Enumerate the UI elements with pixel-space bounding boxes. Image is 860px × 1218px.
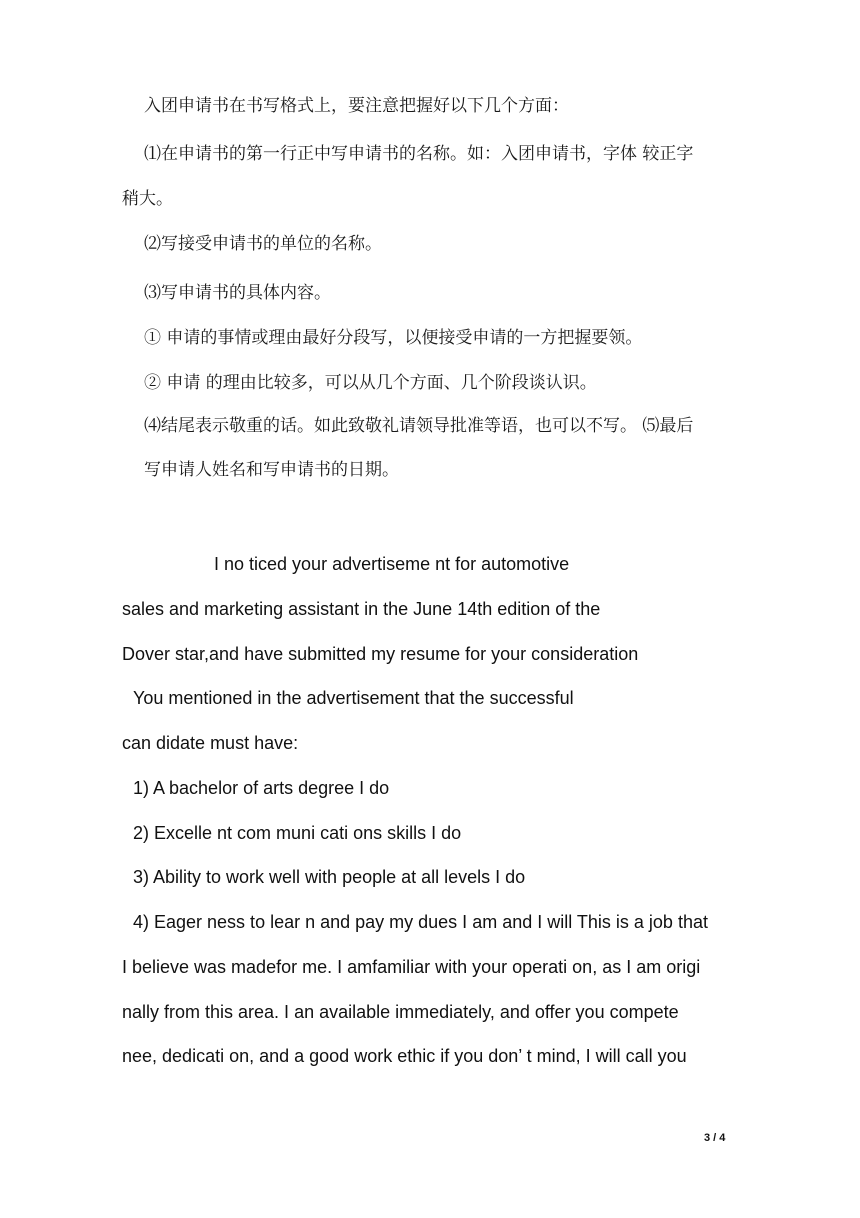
cn-item-2: ⑵写接受申请书的单位的名称。 bbox=[144, 234, 382, 254]
cn-item-1-line-1: ⑴在申请书的第一行正中写申请书的名称。如：入团申请书，字体 较正字 bbox=[144, 144, 694, 164]
en-line-8: nee, dedicati on, and a good work ethic if you don’ t mind, I will call you bbox=[122, 1046, 687, 1066]
en-line-6: I believe was madefor me. I amfamiliar with your operati on, as I am origi bbox=[122, 957, 701, 977]
en-requirement-2: 2) Excelle nt com muni cati ons skills I do bbox=[133, 823, 462, 843]
en-requirement-3: 3) Ability to work well with people at all levels I do bbox=[133, 867, 526, 887]
cn-item-3: ⑶写申请书的具体内容。 bbox=[144, 283, 331, 303]
en-line-3: Dover star,and have submitted my resume for your consideration bbox=[122, 644, 639, 664]
en-line-1: I no ticed your advertiseme nt for automotive bbox=[214, 554, 570, 574]
en-requirement-1: 1) A bachelor of arts degree I do bbox=[133, 778, 390, 798]
en-line-4: You mentioned in the advertisement that the successful bbox=[133, 688, 574, 708]
cn-intro: 入团申请书在书写格式上，要注意把握好以下几个方面： bbox=[144, 96, 569, 116]
en-requirement-4: 4) Eager ness to lear n and pay my dues I am and I will This is a job that bbox=[133, 912, 708, 932]
cn-sub-item-1: ① 申请的事情或理由最好分段写，以便接受申请的一方把握要领。 bbox=[144, 328, 643, 348]
en-line-5: can didate must have: bbox=[122, 733, 299, 753]
cn-item-4-line-1: ⑷结尾表示敬重的话。如此致敬礼请领导批准等语，也可以不写。 ⑸最后 bbox=[144, 416, 694, 436]
en-line-2: sales and marketing assistant in the June 14th edition of the bbox=[122, 599, 601, 619]
page-number: 3 / 4 bbox=[704, 1132, 726, 1144]
cn-item-1-line-2: 稍大。 bbox=[122, 189, 173, 209]
en-line-7: nally from this area. I an available immediately, and offer you compete bbox=[122, 1002, 679, 1022]
cn-sub-item-2: ② 申请 的理由比较多，可以从几个方面、几个阶段谈认识。 bbox=[144, 373, 597, 393]
cn-item-4-line-2: 写申请人姓名和写申请书的日期。 bbox=[144, 460, 399, 480]
